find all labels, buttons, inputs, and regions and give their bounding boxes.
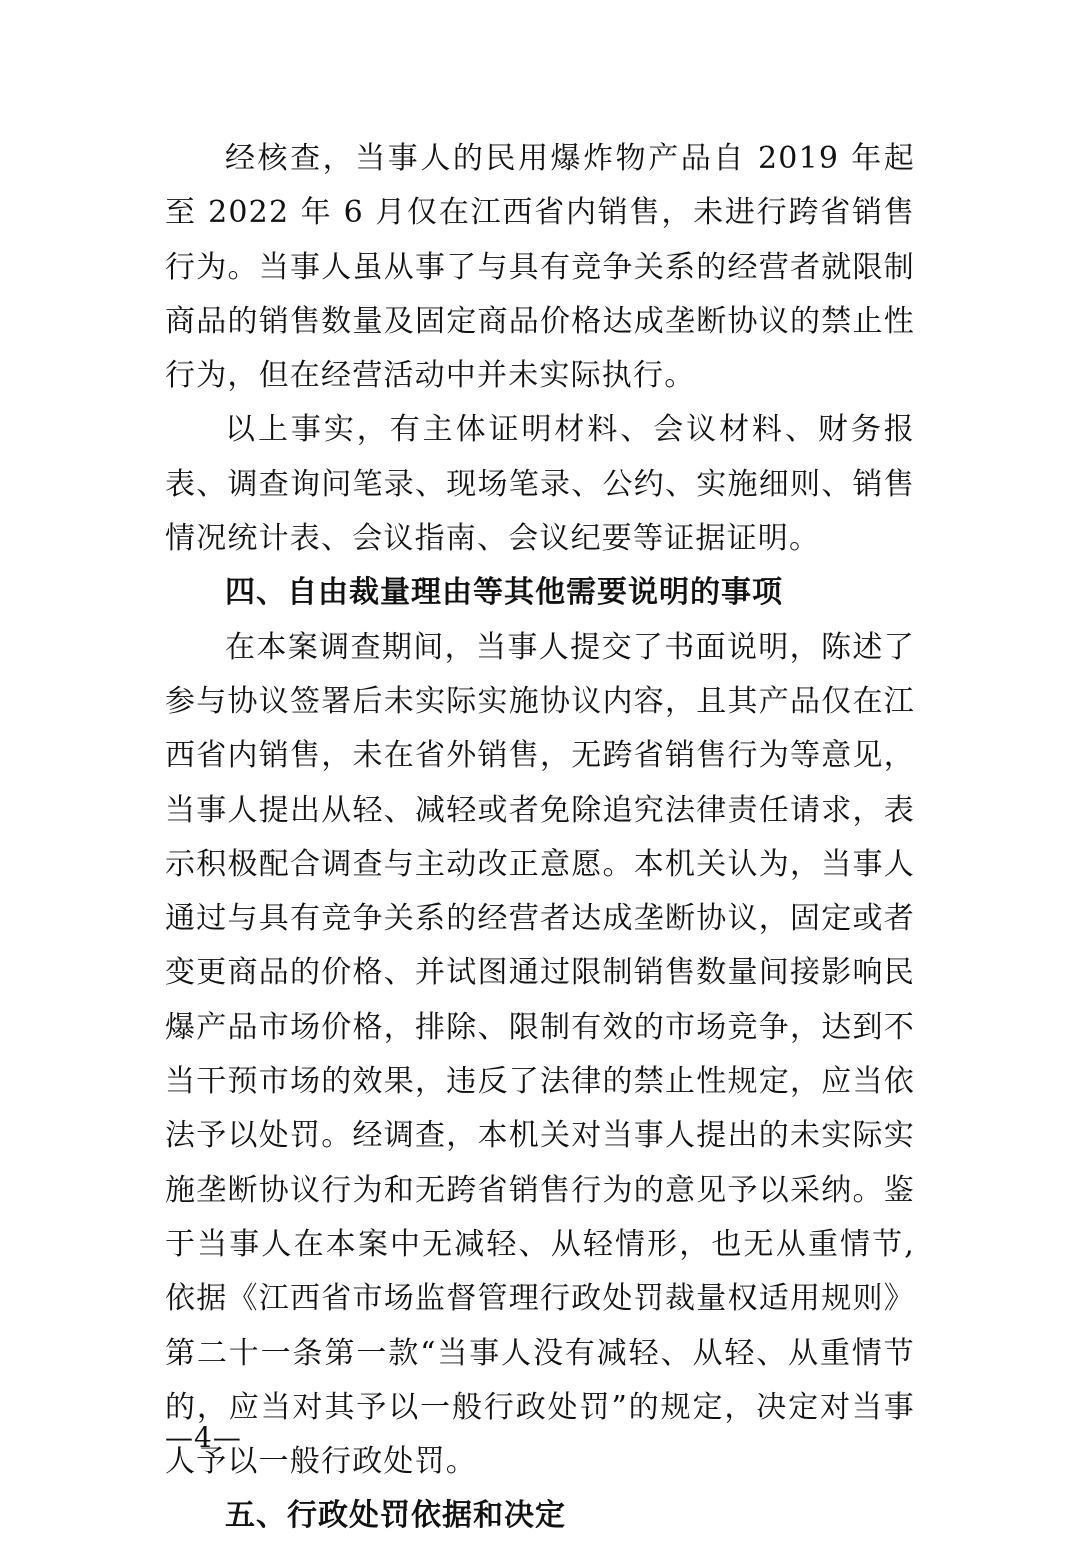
section-heading-discretion: 四、自由裁量理由等其他需要说明的事项	[225, 575, 783, 611]
document-body	[165, 132, 915, 1544]
page-number: —4—	[165, 1421, 242, 1454]
paragraph-verification: 经核查，当事人的民用爆炸物产品自 2019 年起至 2022 年 6 月仅在江西省内销售，未进行跨省销售行为。当事人虽从事了与具有竞争关系的经营者就限制商品的销售数量及固定商品价格达成垄断协议的禁止性行为，但在经营活动中并未实际执行。	[165, 141, 915, 394]
paragraph-evidence: 以上事实，有主体证明材料、会议材料、财务报表、调查询问笔录、现场笔录、公约、实施细则、销售情况统计表、会议指南、会议纪要等证据证明。	[165, 412, 915, 557]
paragraph-discretion-reasoning: 在本案调查期间，当事人提交了书面说明，陈述了参与协议签署后未实际实施协议内容，且其产品仅在江西省内销售，未在省外销售，无跨省销售行为等意见，当事人提出从轻、减轻或者免除追究法律责任请求，表示积极配合调查与主动改正意愿。本机关认为，当事人通过与具有竞争关系的经营者达成垄断协议，固定或者变更商品的价格、并试图通过限制销售数量间接影响民爆产品市场价格，排除、限制有效的市场竞争，达到不当干预市场的效果，违反了法律的禁止性规定，应当依法予以处罚。经调查，本机关对当事人提出的未实际实施垄断协议行为和无跨省销售行为的意见予以采纳。鉴于当事人在本案中无减轻、从轻情形，也无从重情节,依据《江西省市场监督管理行政处罚裁量权适用规则》第二十一条第一款“当事人没有减轻、从轻、从重情节的，应当对其予以一般行政处罚”的规定，决定对当事人予以一般行政处罚。	[165, 629, 915, 1480]
section-heading-penalty-basis: 五、行政处罚依据和决定	[225, 1498, 566, 1534]
